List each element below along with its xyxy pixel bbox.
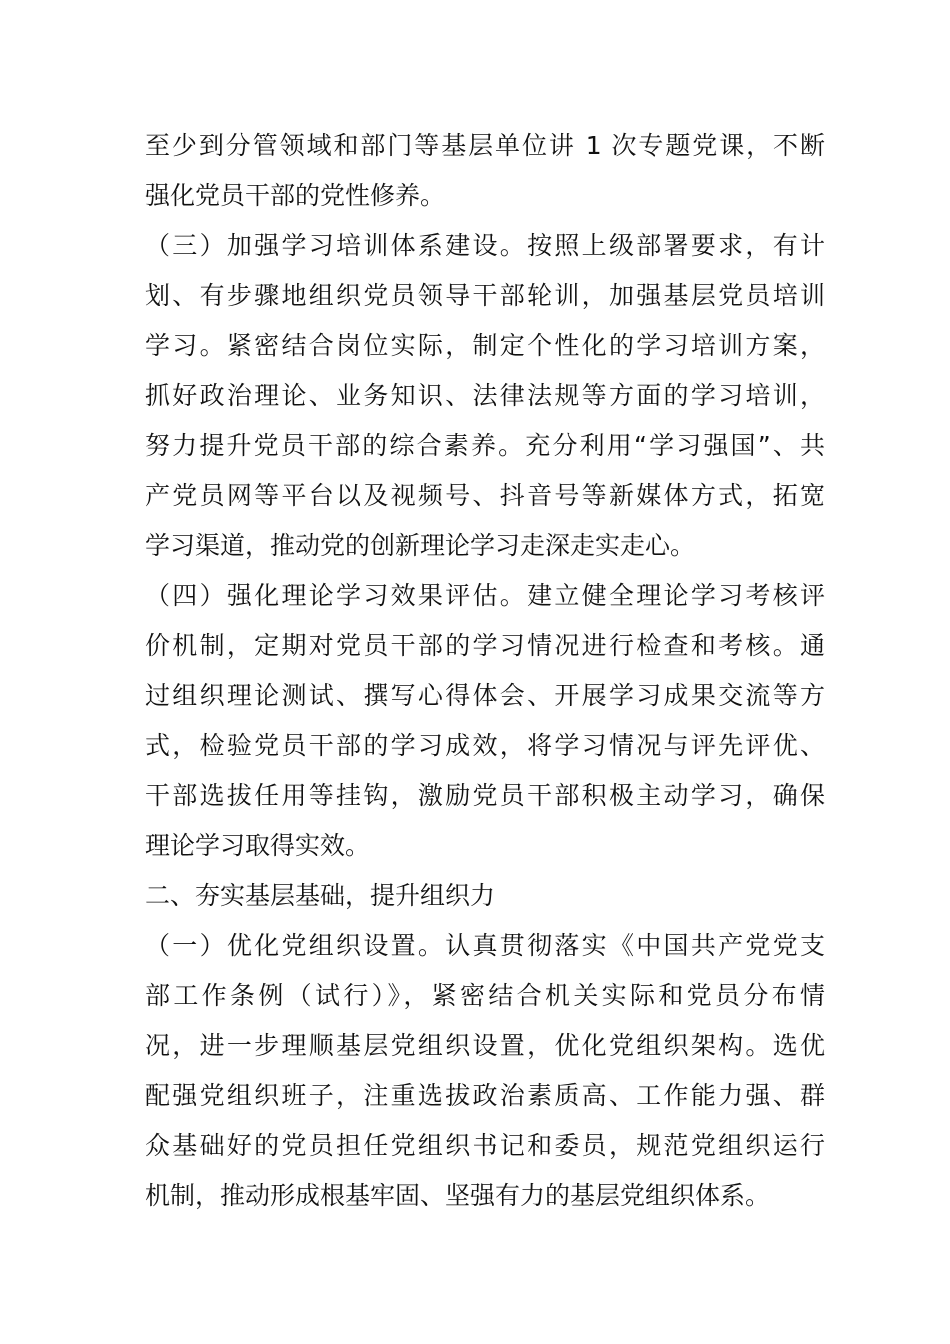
text-line: 众基础好的党员担任党组织书记和委员，规范党组织运行 bbox=[145, 1131, 825, 1160]
text-line: 式，检验党员干部的学习成效，将学习情况与评先评优、 bbox=[145, 731, 825, 760]
text-line: 学习。紧密结合岗位实际，制定个性化的学习培训方案， bbox=[145, 331, 825, 360]
text-line: 强化党员干部的党性修养。 bbox=[145, 181, 446, 210]
text-line: 至少到分管领域和部门等基层单位讲 1 次专题党课，不断 bbox=[145, 131, 825, 160]
text-line: （三）加强学习培训体系建设。按照上级部署要求，有计 bbox=[145, 231, 825, 260]
text-line: 过组织理论测试、撰写心得体会、开展学习成果交流等方 bbox=[145, 681, 825, 710]
text-line: 配强党组织班子，注重选拔政治素质高、工作能力强、群 bbox=[145, 1081, 825, 1110]
text-line: （一）优化党组织设置。认真贯彻落实《中国共产党党支 bbox=[145, 931, 825, 960]
text-line: 部工作条例（试行）》，紧密结合机关实际和党员分布情 bbox=[145, 981, 825, 1010]
section-heading: 二、夯实基层基础，提升组织力 bbox=[145, 881, 496, 910]
text-line: 划、有步骤地组织党员领导干部轮训，加强基层党员培训 bbox=[145, 281, 825, 310]
text-line: （四）强化理论学习效果评估。建立健全理论学习考核评 bbox=[145, 581, 825, 610]
text-line: 干部选拔任用等挂钩，激励党员干部积极主动学习，确保 bbox=[145, 781, 825, 810]
text-line: 产党员网等平台以及视频号、抖音号等新媒体方式，拓宽 bbox=[145, 481, 825, 510]
text-line: 学习渠道，推动党的创新理论学习走深走实走心。 bbox=[145, 531, 696, 560]
text-line: 机制，推动形成根基牢固、坚强有力的基层党组织体系。 bbox=[145, 1181, 771, 1210]
text-line: 况，进一步理顺基层党组织设置，优化党组织架构。选优 bbox=[145, 1031, 825, 1060]
document-body bbox=[145, 121, 825, 1221]
text-line: 价机制，定期对党员干部的学习情况进行检查和考核。通 bbox=[145, 631, 825, 660]
text-line: 理论学习取得实效。 bbox=[145, 831, 371, 860]
text-line: 抓好政治理论、业务知识、法律法规等方面的学习培训， bbox=[145, 381, 825, 410]
text-line: 努力提升党员干部的综合素养。充分利用“学习强国”、共 bbox=[145, 431, 825, 460]
